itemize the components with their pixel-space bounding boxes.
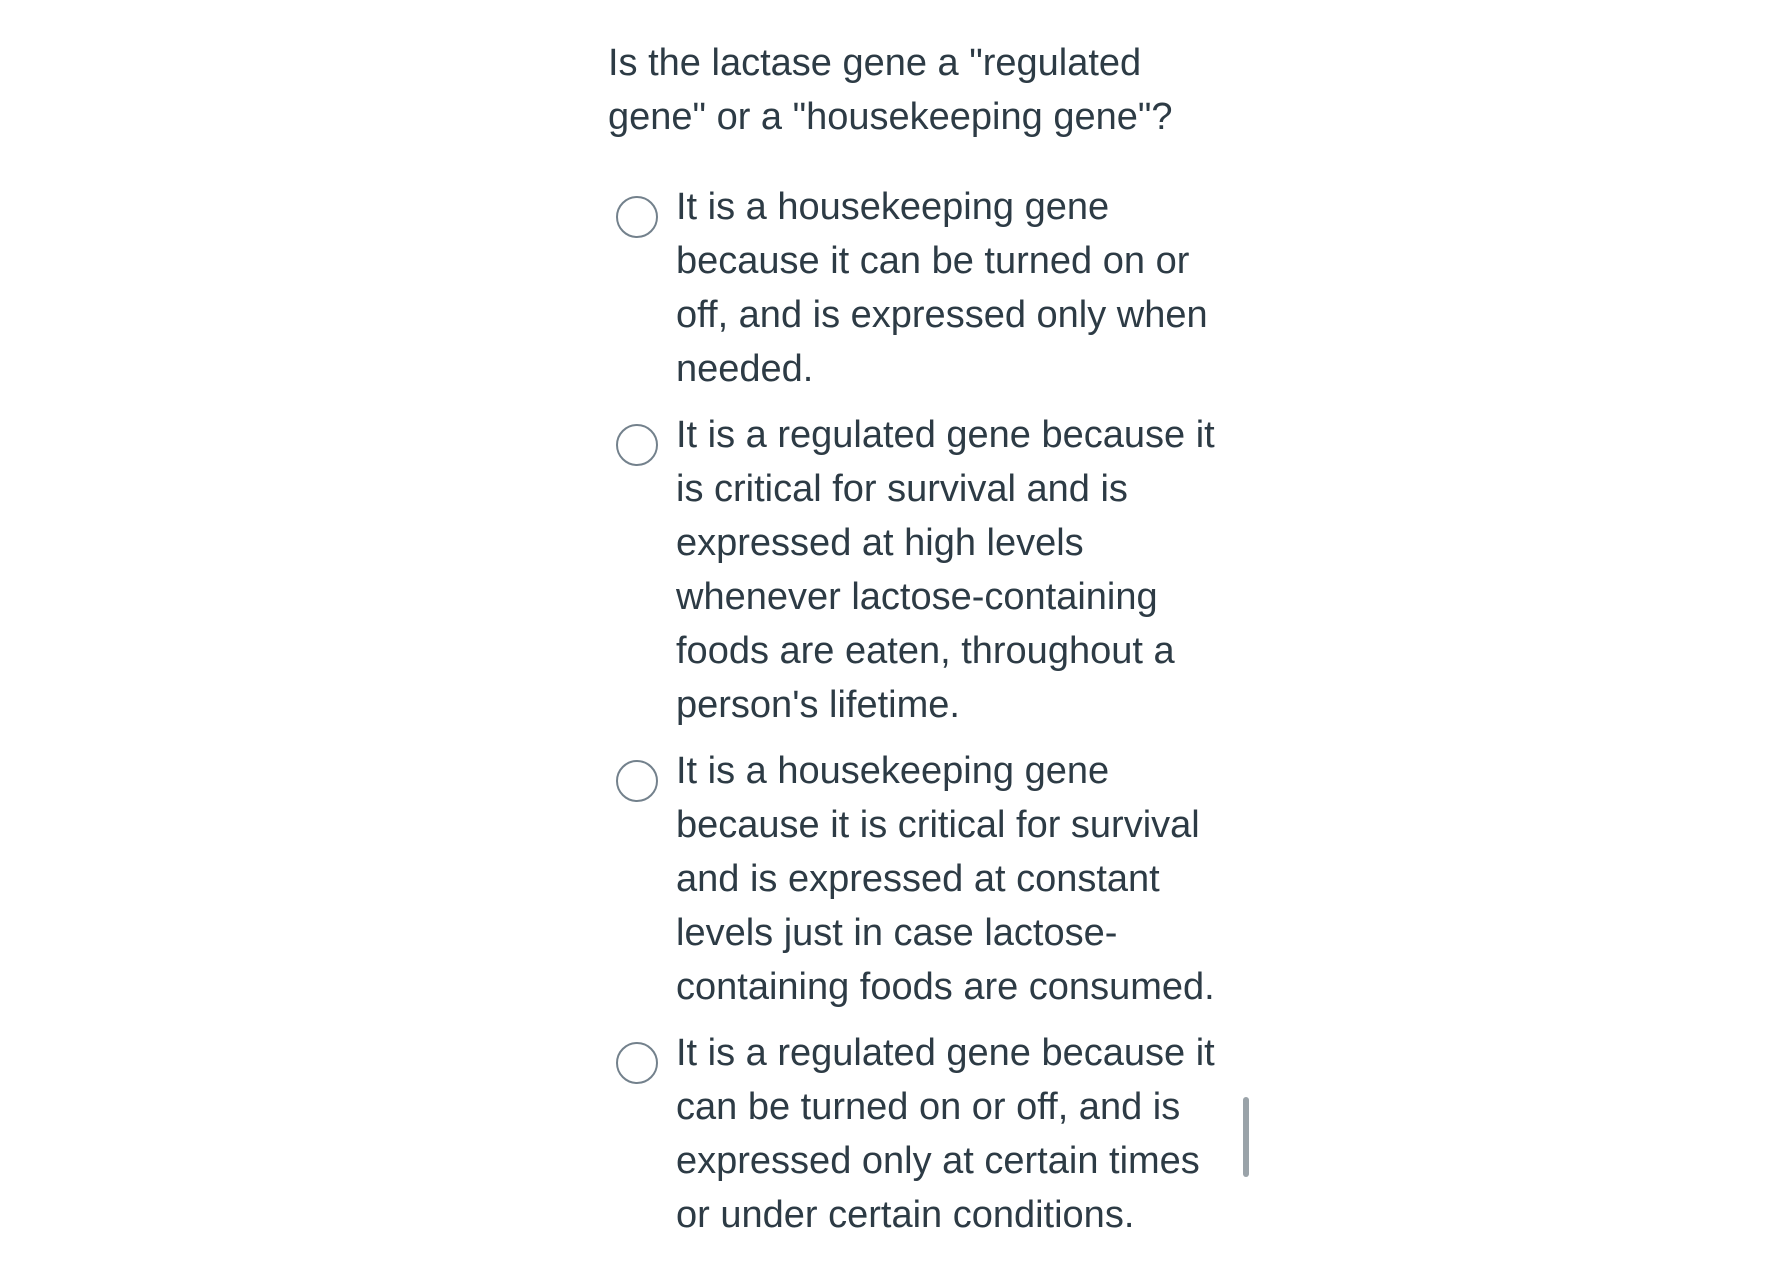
answer-option-4-label[interactable]: It is a regulated gene because it can be turned on or off, and is expressed only at certain times or under certain conditions. <box>676 1032 1215 1236</box>
radio-button-4[interactable] <box>616 1042 658 1084</box>
quiz-question-block <box>608 36 1248 1254</box>
radio-button-2[interactable] <box>616 424 658 466</box>
answer-option-1[interactable] <box>608 180 1248 396</box>
answer-list <box>608 180 1248 1242</box>
answer-option-4[interactable] <box>608 1026 1248 1242</box>
answer-option-2-label[interactable]: It is a regulated gene because it is critical for survival and is expressed at high levels whenever lactose-containing foods are eaten, throughout a person's lifetime. <box>676 414 1215 726</box>
answer-option-3[interactable] <box>608 744 1248 1014</box>
answer-option-1-label[interactable]: It is a housekeeping gene because it can be turned on or off, and is expressed only when needed. <box>676 186 1208 390</box>
radio-button-3[interactable] <box>616 760 658 802</box>
answer-option-2[interactable] <box>608 408 1248 732</box>
question-text: Is the lactase gene a "regulated gene" or a "housekeeping gene"? <box>608 42 1173 138</box>
scrollbar-thumb[interactable] <box>1243 1097 1249 1177</box>
answer-option-3-label[interactable]: It is a housekeeping gene because it is critical for survival and is expressed at constant levels just in case lactose-containing foods are consumed. <box>676 750 1215 1008</box>
radio-button-1[interactable] <box>616 196 658 238</box>
